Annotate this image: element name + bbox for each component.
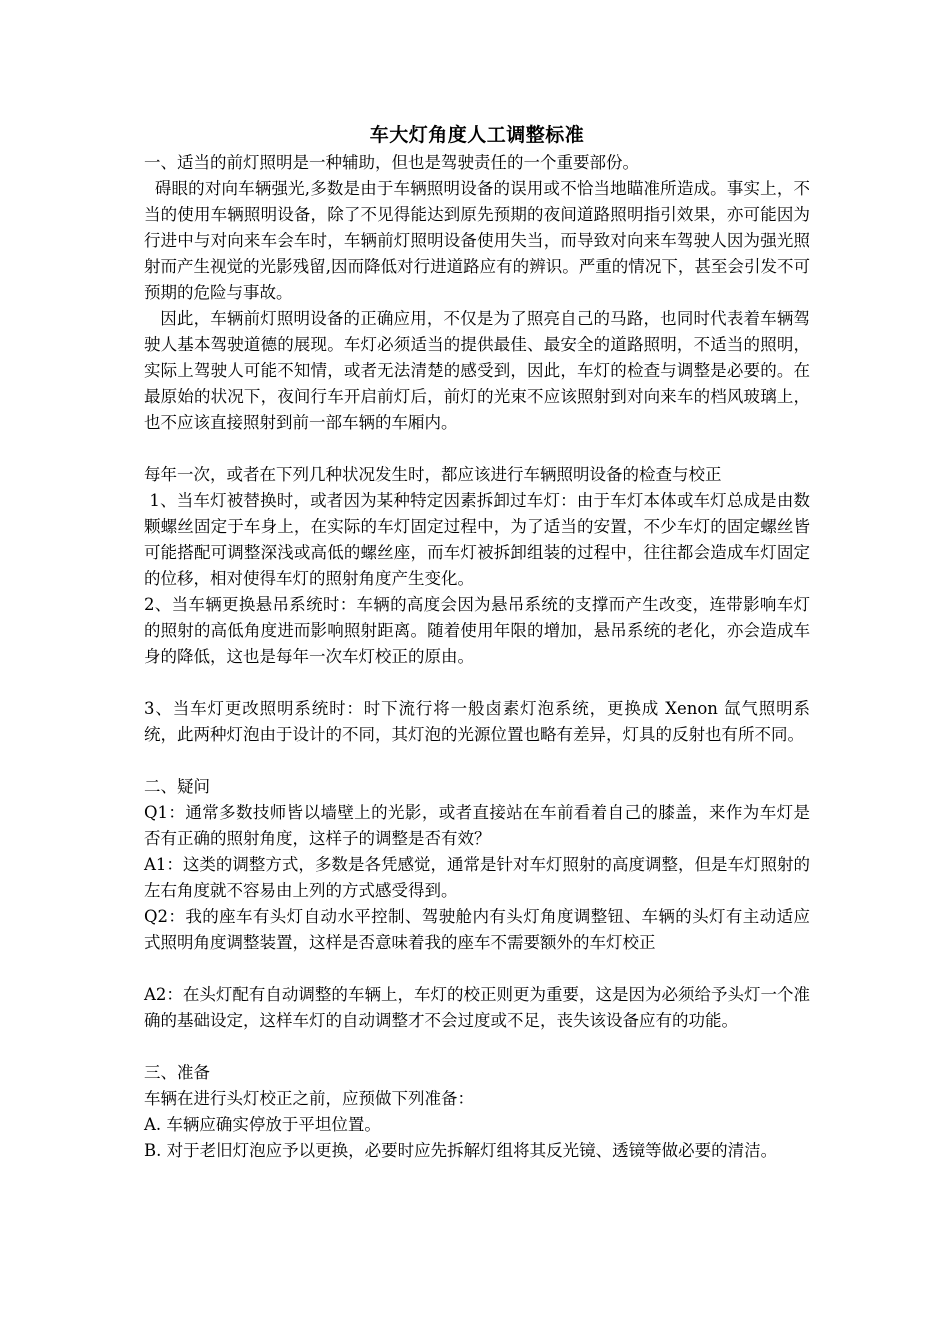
paragraph-annual-check: 每年一次，或者在下列几种状况发生时，都应该进行车辆照明设备的检查与校正 [144, 465, 722, 484]
spacer [144, 670, 810, 696]
section-3-heading: 三、准备 [144, 1063, 210, 1082]
question-1: Q1：通常多数技师皆以墙壁上的光影，或者直接站在车前看着自己的膝盖，来作为车灯是否有正确的照射角度，这样子的调整是否有效？ [144, 803, 810, 848]
answer-2: A2：在头灯配有自动调整的车辆上，车灯的校正则更为重要，这是因为必须给予头灯一个准确的基础设定，这样车灯的自动调整才不会过度或不足，丧失该设备应有的功能。 [144, 985, 810, 1030]
preparation-item-b: B. 对于老旧灯泡应予以更换，必要时应先拆解灯组将其反光镜、透镜等做必要的清洁。 [144, 1141, 778, 1160]
list-item-2: 2、当车辆更换悬吊系统时：车辆的高度会因为悬吊系统的支撑而产生改变，连带影响车灯的照射的高低角度进而影响照射距离。随着使用年限的增加，悬吊系统的老化，亦会造成车身的降低，这也是每年一次车灯校正的原由。 [144, 595, 810, 666]
preparation-item-a: A. 车辆应确实停放于平坦位置。 [144, 1115, 381, 1134]
section-2-heading: 二、疑问 [144, 777, 210, 796]
spacer [144, 436, 810, 462]
preparation-intro: 车辆在进行头灯校正之前，应预做下列准备： [144, 1089, 474, 1108]
paragraph-correct-use: 因此，车辆前灯照明设备的正确应用，不仅是为了照亮自己的马路，也同时代表着车辆驾驶人基本驾驶道德的展现。车灯必须适当的提供最佳、最安全的道路照明，不适当的照明，实际上驾驶人可能不知情，或者无法清楚的感受到，因此，车灯的检查与调整是必要的。在最原始的状况下，夜间行车开启前灯后，前灯的光束不应该照射到对向来车的档风玻璃上，也不应该直接照射到前一部车辆的车厢内。 [144, 309, 810, 432]
document-page [144, 122, 810, 1164]
answer-1: A1：这类的调整方式，多数是各凭感觉，通常是针对车灯照射的高度调整，但是车灯照射的左右角度就不容易由上列的方式感受得到。 [144, 855, 810, 900]
section-1-heading: 一、适当的前灯照明是一种辅助，但也是驾驶责任的一个重要部份。 [144, 153, 639, 172]
question-2: Q2：我的座车有头灯自动水平控制、驾驶舱内有头灯角度调整钮、车辆的头灯有主动适应式照明角度调整装置，这样是否意味着我的座车不需要额外的车灯校正 [144, 907, 810, 952]
list-item-1: 1、当车灯被替换时，或者因为某种特定因素拆卸过车灯：由于车灯本体或车灯总成是由数颗螺丝固定于车身上，在实际的车灯固定过程中，为了适当的安置，不少车灯的固定螺丝皆可能搭配可调整深浅或高低的螺丝座，而车灯被拆卸组装的过程中，往往都会造成车灯固定的位移，相对使得车灯的照射角度产生变化。 [144, 491, 811, 588]
spacer [144, 748, 810, 774]
spacer [144, 956, 810, 982]
document-title: 车大灯角度人工调整标准 [369, 124, 585, 146]
list-item-3: 3、当车灯更改照明系统时：时下流行将一般卤素灯泡系统，更换成 Xenon 氙气照明系统，此两种灯泡由于设计的不同，其灯泡的光源位置也略有差异，灯具的反射也有所不同。 [144, 699, 810, 744]
spacer [144, 1034, 810, 1060]
paragraph-glare: 碍眼的对向车辆强光,多数是由于车辆照明设备的误用或不恰当地瞄准所造成。事实上，不当的使用车辆照明设备，除了不见得能达到原先预期的夜间道路照明指引效果，亦可能因为行进中与对向来车会车时，车辆前灯照明设备使用失当，而导致对向来车驾驶人因为强光照射而产生视觉的光影残留,因而降低对行进道路应有的辨识。严重的情况下，甚至会引发不可预期的危险与事故。 [144, 179, 810, 302]
